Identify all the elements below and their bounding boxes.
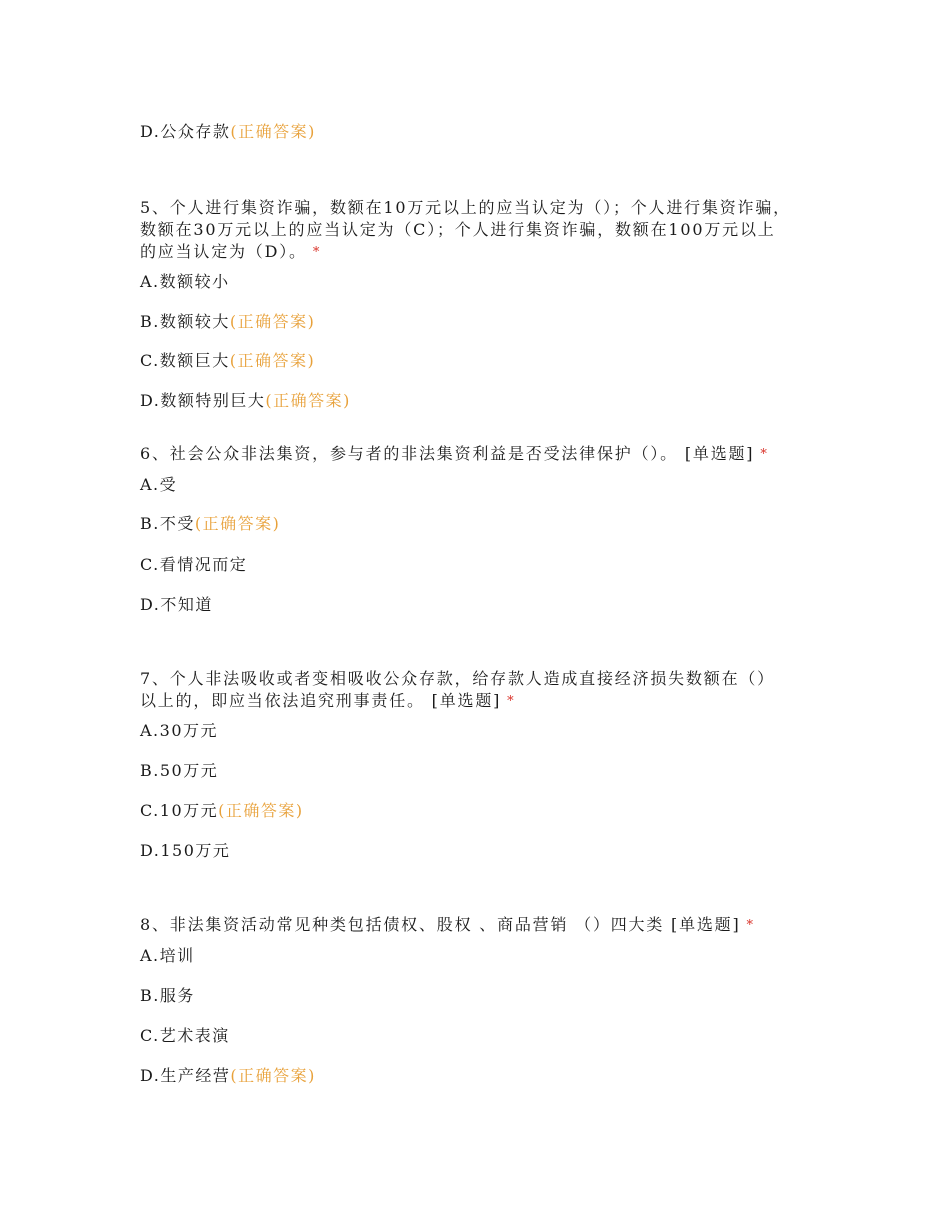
q5-title-line-2: 数额在30万元以上的应当认定为（C）；个人进行集资诈骗，数额在100万元以上: [140, 220, 776, 239]
question-text: 6、社会公众非法集资，参与者的非法集资利益是否受法律保护（）。 [单选题]: [140, 444, 755, 463]
option-text: C.看情况而定: [140, 555, 248, 574]
q5-title-line-3: [140, 241, 321, 265]
option-text: C.艺术表演: [140, 1026, 230, 1045]
required-asterisk: *: [746, 918, 755, 933]
q7-title-line-1: 7、个人非法吸收或者变相吸收公众存款，给存款人造成直接经济损失数额在（）: [140, 669, 775, 688]
question-text: 的应当认定为（D）。: [140, 242, 307, 261]
q5-option-a[interactable]: [140, 271, 230, 293]
q6-title-line-1: [140, 443, 769, 467]
q5-option-d[interactable]: [140, 390, 351, 412]
q8-option-a[interactable]: [140, 945, 195, 967]
required-asterisk: *: [507, 694, 516, 709]
q4-option-d[interactable]: [140, 121, 316, 143]
q7-title-line-2: [140, 690, 515, 714]
option-text: A.受: [140, 475, 178, 494]
question-text: 8、非法集资活动常见种类包括债权、股权 、商品营销 （）四大类 [单选题]: [140, 915, 741, 934]
option-text: D.150万元: [140, 841, 231, 860]
option-text: C.10万元: [140, 801, 219, 820]
option-text: D.数额特别巨大: [140, 391, 266, 410]
option-text: B.数额较大: [140, 312, 230, 331]
required-asterisk: *: [312, 245, 322, 260]
q7-option-a[interactable]: [140, 720, 218, 742]
q8-title-line-1: [140, 914, 755, 938]
q7-option-b[interactable]: [140, 760, 218, 782]
correct-answer-mark: (正确答案): [230, 122, 316, 141]
option-text: D.不知道: [140, 595, 213, 614]
q5-option-b[interactable]: [140, 311, 315, 333]
option-text: D.生产经营: [140, 1066, 231, 1085]
q7-option-c[interactable]: [140, 800, 304, 822]
q8-option-d[interactable]: [140, 1065, 316, 1087]
correct-answer-mark: (正确答案): [230, 1066, 316, 1085]
option-text: B.50万元: [140, 761, 219, 780]
option-text: A.30万元: [140, 721, 219, 740]
option-text: B.不受: [140, 514, 195, 533]
correct-answer-mark: (正确答案): [194, 514, 281, 533]
correct-answer-mark: (正确答案): [229, 351, 316, 370]
required-asterisk: *: [760, 447, 769, 462]
question-text: 以上的，即应当依法追究刑事责任。 [单选题]: [140, 691, 502, 710]
q7-option-d[interactable]: [140, 840, 230, 862]
option-text: A.数额较小: [140, 272, 230, 291]
q6-option-d[interactable]: [140, 594, 213, 616]
q6-option-c[interactable]: [140, 554, 247, 576]
option-text: A.培训: [140, 946, 195, 965]
option-text: B.服务: [140, 986, 195, 1005]
q5-option-c[interactable]: [140, 350, 315, 372]
q8-option-c[interactable]: [140, 1025, 230, 1047]
q6-option-a[interactable]: [140, 474, 177, 496]
q6-option-b[interactable]: [140, 513, 280, 535]
option-text: C.数额巨大: [140, 351, 230, 370]
correct-answer-mark: (正确答案): [218, 801, 304, 820]
q5-title-line-1: 5、个人进行集资诈骗，数额在10万元以上的应当认定为（）；个人进行集资诈骗，: [140, 198, 791, 217]
option-text: D.公众存款: [140, 122, 231, 141]
correct-answer-mark: (正确答案): [229, 312, 316, 331]
correct-answer-mark: (正确答案): [265, 391, 351, 410]
q8-option-b[interactable]: [140, 985, 195, 1007]
